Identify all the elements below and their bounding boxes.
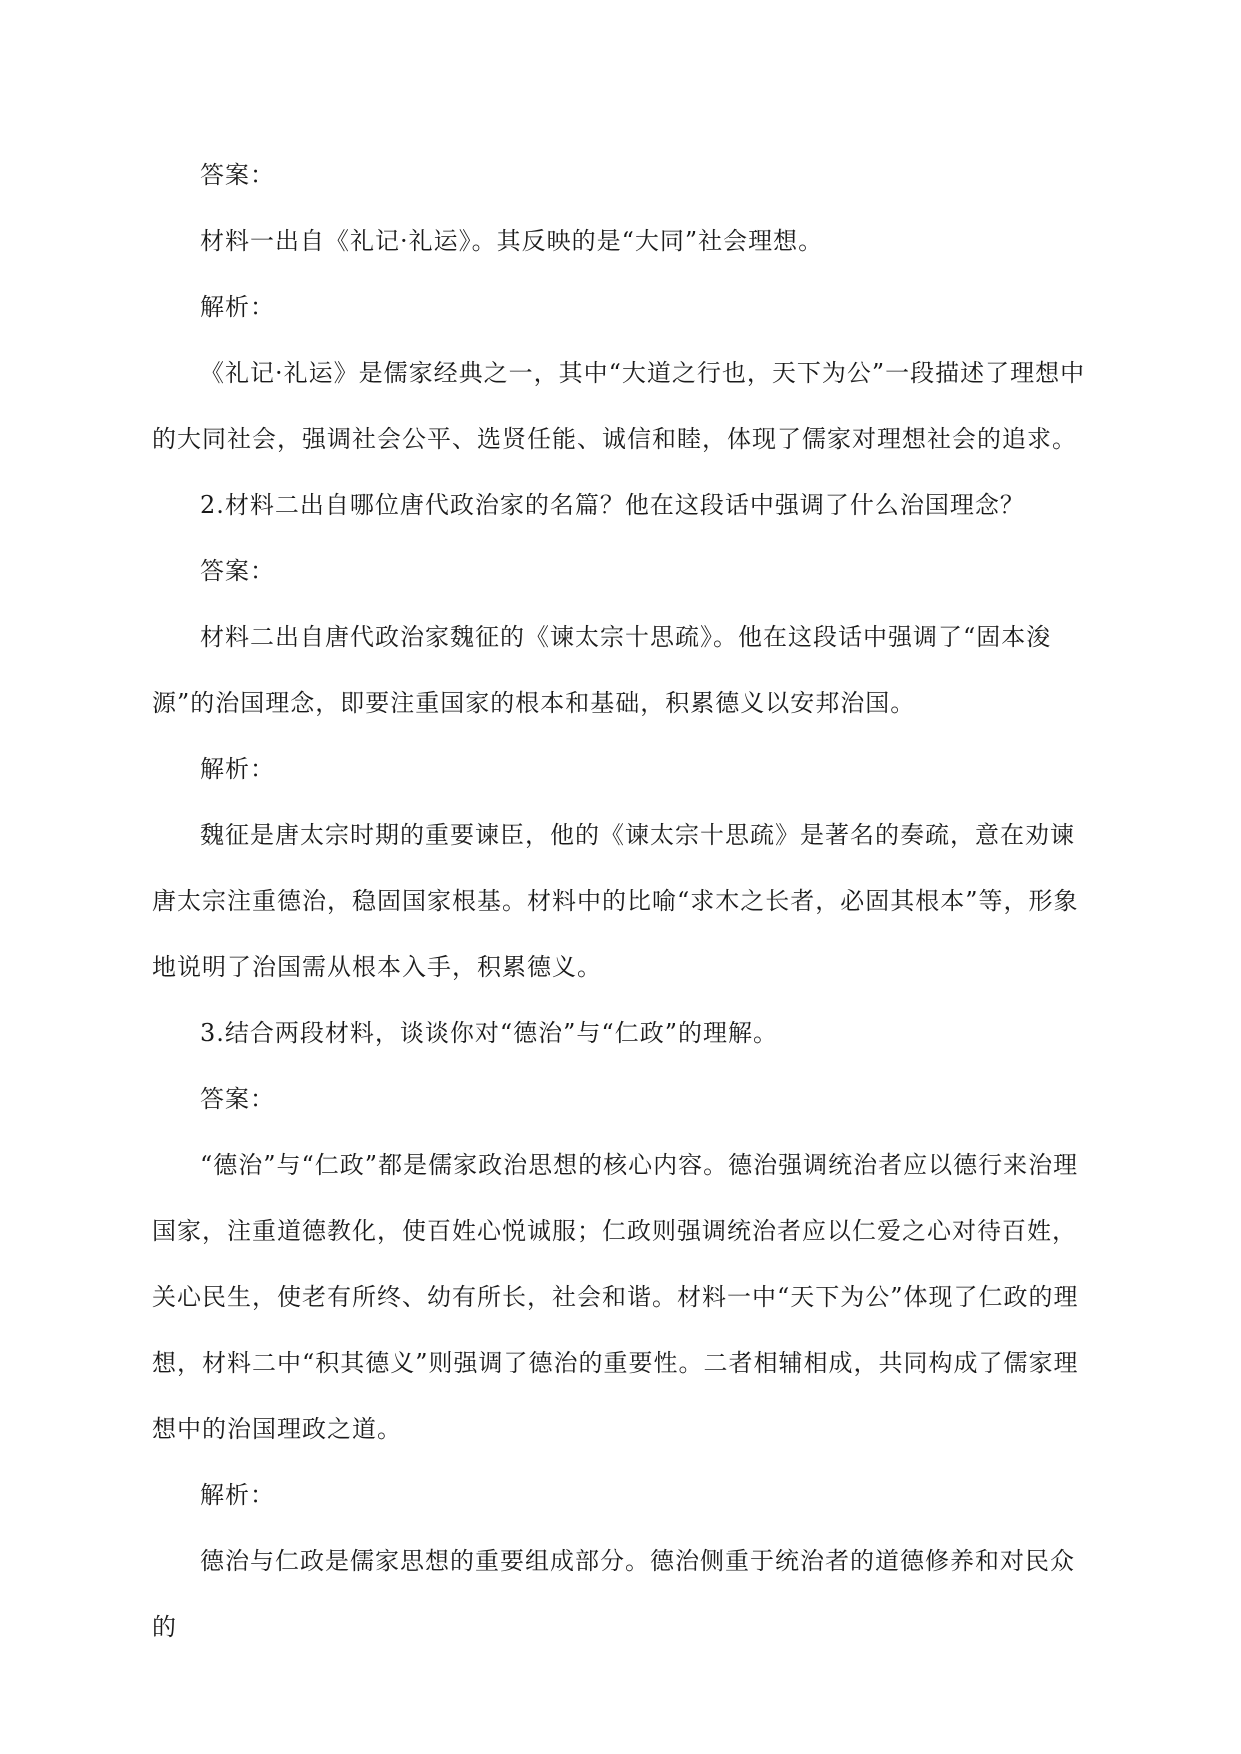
analysis-label: 解析： <box>200 293 275 321</box>
document-page <box>152 142 1092 1660</box>
answer-label: 答案： <box>200 1085 275 1113</box>
analysis-label: 解析： <box>200 1481 275 1509</box>
analysis-text: 德治与仁政是儒家思想的重要组成部分。德治侧重于统治者的道德修养和对民众的 <box>152 1547 1075 1641</box>
question-text: 3.结合两段材料，谈谈你对“德治”与“仁政”的理解。 <box>200 1019 778 1047</box>
answer-text: 材料一出自《礼记·礼运》。其反映的是“大同”社会理想。 <box>200 227 824 255</box>
question-text: 2.材料二出自哪位唐代政治家的名篇？他在这段话中强调了什么治国理念？ <box>200 491 1025 519</box>
answer-label: 答案： <box>200 161 275 189</box>
answer-label: 答案： <box>200 557 275 585</box>
analysis-text: 《礼记·礼运》是儒家经典之一，其中“大道之行也，天下为公”一段描述了理想中的大同社会，强调社会公平、选贤任能、诚信和睦，体现了儒家对理想社会的追求。 <box>152 359 1086 453</box>
analysis-label: 解析： <box>200 755 275 783</box>
answer-text: 材料二出自唐代政治家魏征的《谏太宗十思疏》。他在这段话中强调了“固本浚源”的治国理念，即要注重国家的根本和基础，积累德义以安邦治国。 <box>152 623 1052 717</box>
answer-text: “德治”与“仁政”都是儒家政治思想的核心内容。德治强调统治者应以德行来治理国家，注重道德教化，使百姓心悦诚服；仁政则强调统治者应以仁爱之心对待百姓，关心民生，使老有所终、幼有所长，社会和谐。材料一中“天下为公”体现了仁政的理想，材料二中“积其德义”则强调了德治的重要性。二者相辅相成，共同构成了儒家理想中的治国理政之道。 <box>152 1151 1079 1443</box>
analysis-text: 魏征是唐太宗时期的重要谏臣，他的《谏太宗十思疏》是著名的奏疏，意在劝谏唐太宗注重德治，稳固国家根基。材料中的比喻“求木之长者，必固其根本”等，形象地说明了治国需从根本入手，积累德义。 <box>152 821 1079 981</box>
